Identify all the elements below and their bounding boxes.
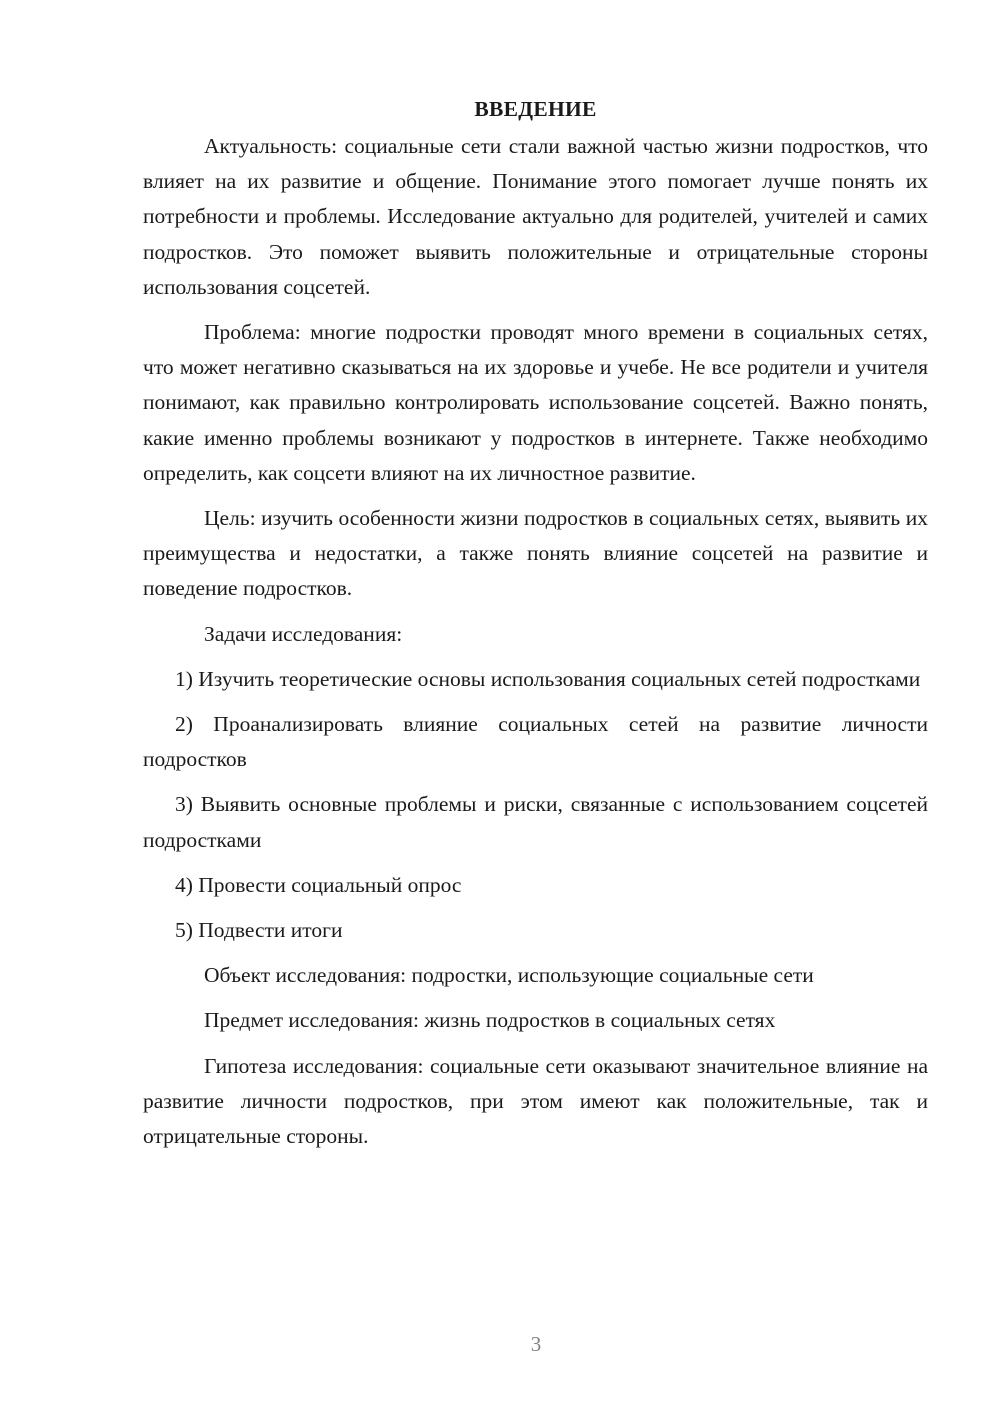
task-item-3: 3) Выявить основные проблемы и риски, связанные с использованием соцсетей подростками <box>143 792 928 852</box>
page-number: 3 <box>530 1332 542 1356</box>
task-item-4: 4) Провести социальный опрос <box>175 872 462 897</box>
task-item-1: 1) Изучить теоретические основы использования социальных сетей подростками <box>175 666 921 691</box>
paragraph-tasks-heading: Задачи исследования: <box>204 621 403 646</box>
paragraph-object: Объект исследования: подростки, использующие социальные сети <box>204 963 814 988</box>
paragraph-problem: Проблема: многие подростки проводят много времени в социальных сетях, что может негативно сказываться на их здоровье и учебе. Не все родители и учителя понимают, как правильно контролировать использование соцсетей. Важно понять, какие именно проблемы возникают у подростков в интернете. Также необходимо определить, как соцсети влияют на их личностное развитие. <box>143 320 928 485</box>
paragraph-relevance: Актуальность: социальные сети стали важной частью жизни подростков, что влияет на их развитие и общение. Понимание этого помогает лучше понять их потребности и проблемы. Исследование актуально для родителей, учителей и самих подростков. Это поможет выявить положительные и отрицательные стороны использования соцсетей. <box>143 134 928 299</box>
paragraph-hypothesis: Гипотеза исследования: социальные сети оказывают значительное влияние на развитие личности подростков, при этом имеют как положительные, так и отрицательные стороны. <box>143 1053 928 1149</box>
paragraph-goal: Цель: изучить особенности жизни подростков в социальных сетях, выявить их преимущества и недостатки, а также понять влияние соцсетей на развитие и поведение подростков. <box>143 506 928 601</box>
section-title: ВВЕДЕНИЕ <box>474 97 597 121</box>
task-item-5: 5) Подвести итоги <box>175 918 343 943</box>
task-item-2: 2) Проанализировать влияние социальных сетей на развитие личности подростков <box>143 712 928 772</box>
document-page <box>143 92 928 1164</box>
paragraph-subject: Предмет исследования: жизнь подростков в социальных сетях <box>204 1008 776 1033</box>
